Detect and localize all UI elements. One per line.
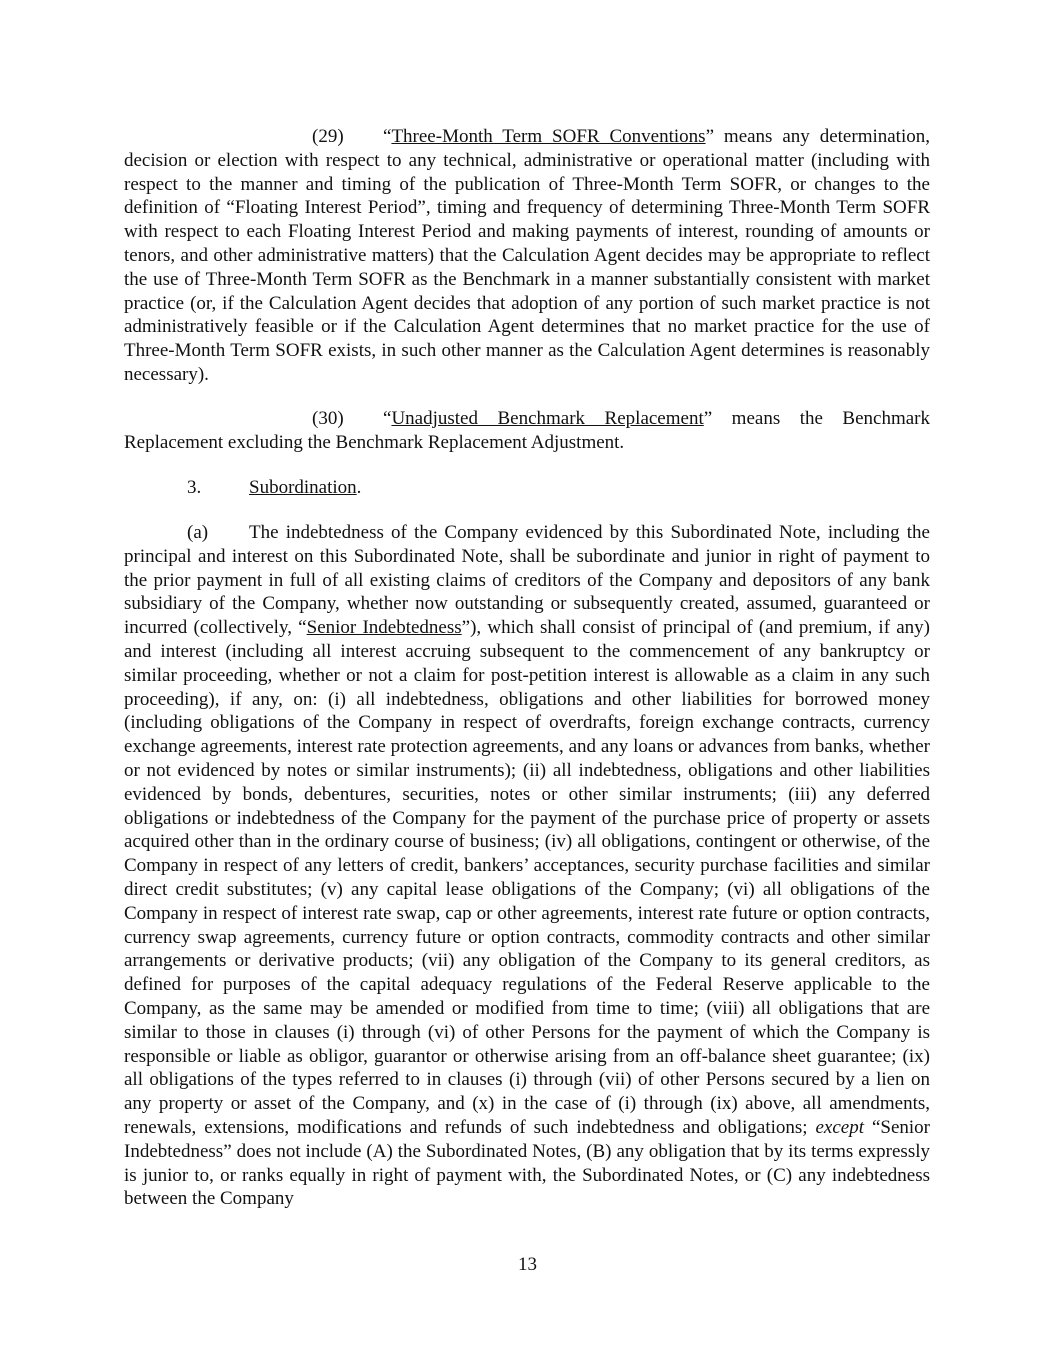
section-title: Subordination [249, 477, 357, 498]
paragraph-body: ” means the Benchmark Replacement excluding the Benchmark Replacement Adjustment. [124, 408, 930, 453]
defined-term: Three-Month Term SOFR Conventions [391, 126, 706, 147]
section-heading-subordination [124, 476, 930, 500]
paragraph-body-end: “Senior Indebtedness” does not include (A) the Subordinated Notes, (B) any obligation that by its terms expressly is junior to, or ranks equally in right of payment with, the Subordinated Notes, or (C) any indebtedness between the Company [124, 1116, 930, 1210]
open-quote: “ [383, 126, 392, 147]
paragraph-body-start: The indebtedness of the Company evidenced by this Subordinated Note, including the principal and interest on this Subordinated Note, shall be subordinate and junior in right of payment to the prior payment in full of all existing claims of creditors of the Company and depositors of any bank subsidiary of the Company, whether now outstanding or subsequently created, assumed, guaranteed or incurred (collectively, “ [124, 522, 930, 639]
defined-term: Senior Indebtedness [306, 617, 462, 639]
defined-term: Unadjusted Benchmark Replacement [391, 408, 704, 429]
paragraph-number: (30) [312, 408, 344, 429]
paragraph-3a [124, 521, 930, 1211]
paragraph-body-middle: ”), which shall consist of principal of (and premium, if any) and interest (including all interest accruing subsequent to the commencement of any bankruptcy or similar proceeding, whether or not a claim for post-petition interest is allowable as a claim in any such proceeding), if any, on: (i) all indebtedness, obligations and other liabilities for borrowed money (including obligations of the Company in respect of overdrafts, foreign exchange contracts, currency exchange agreements, interest rate protection agreements, and any loans or advances from banks, whether or not evidenced by notes or similar instruments); (ii) all indebtedness, obligations and other liabilities evidenced by bonds, debentures, securities, notes or other similar instruments; (iii) any deferred obligations or indebtedness of the Company for the payment of the purchase price of property or assets acquired other than in the ordinary course of business; (iv) all obligations, contingent or otherwise, of the Company in respect of any letters of credit, bankers’ acceptances, security purchase facilities and similar direct credit substitutes; (v) any capital lease obligations of the Company; (vi) all obligations of the Company in respect of interest rate swap, cap or other agreements, interest rate future or option contracts, currency swap agreements, currency future or option contracts, commodity contracts and other similar arrangements or derivative products; (vii) any obligation of the Company to its general creditors, as defined for purposes of the capital adequacy regulations of the Federal Reserve applicable to the Company, as the same may be amended or modified from time to time; (viii) all obligations that are similar to those in clauses (i) through (vi) of other Persons for the payment of which the Company is responsible or liable as obligor, guarantor or otherwise arising from an off-balance sheet guarantee; (ix) all obligations of the types referred to in clauses (i) through (vii) of other Persons secured by a lien on any property or asset of the Company, and (x) in the case of (i) through (ix) above, all amendments, renewals, extensions, modifications and refunds of such indebtedness and obligations; [124, 617, 930, 1138]
section-title-period: . [356, 477, 362, 498]
paragraph-body: ” means any determination, decision or election with respect to any technical, administrative or operational matter (including with respect to the manner and timing of the publication of Three-Month Term SOFR, or changes to the definition of “Floating Interest Period”, timing and frequency of determining Three-Month Term SOFR with respect to each Floating Interest Period and making payments of interest, rounding of amounts or tenors, and other administrative matters) that the Calculation Agent decides may be appropriate to reflect the use of Three-Month Term SOFR as the Benchmark in a manner substantially consistent with market practice (or, if the Calculation Agent decides that adoption of any portion of such market practice is not administratively feasible or if the Calculation Agent determines that no market practice for the use of Three-Month Term SOFR exists, in such other manner as the Calculation Agent determines is reasonably necessary). [124, 126, 930, 385]
paragraph-number: (a) [187, 522, 209, 543]
paragraph-29 [124, 125, 930, 387]
paragraph-number: (29) [312, 126, 344, 147]
open-quote: “ [383, 408, 392, 429]
italic-except: except [815, 1116, 865, 1138]
page-number: 13 [518, 1254, 537, 1275]
section-number: 3. [187, 477, 202, 498]
paragraph-30 [124, 407, 930, 455]
